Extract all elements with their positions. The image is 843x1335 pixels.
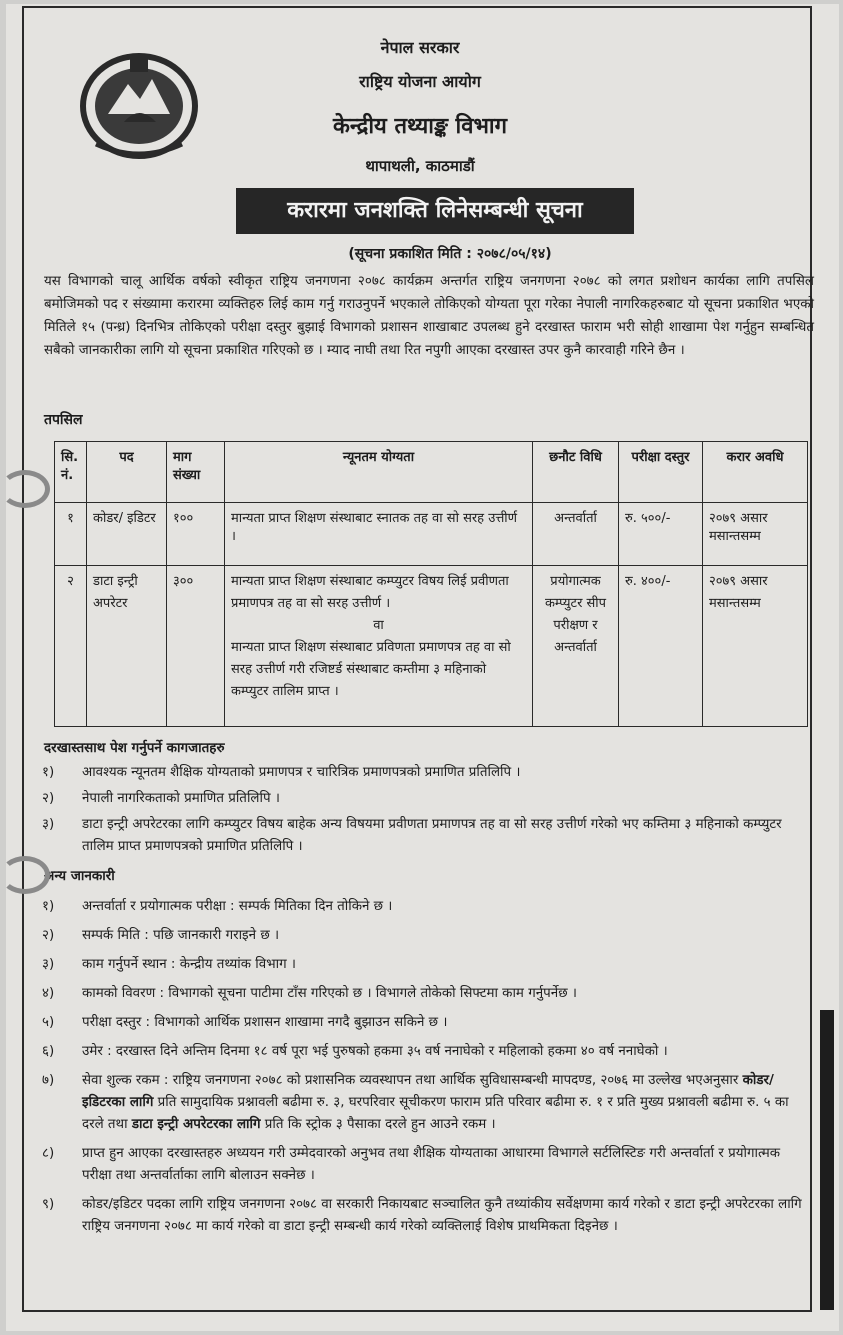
- qualification-or: वा: [373, 618, 384, 633]
- cell-post: डाटा इन्ट्री अपरेटर: [87, 566, 167, 727]
- list-item: [40, 788, 810, 810]
- qualification-alt: मान्यता प्राप्त शिक्षण संस्थाबाट प्रविणता प्रमाणपत्र तह वा सो सरह उत्तीर्ण गरी रजिष्टर्ड संस्थाबाट कम्तीमा ३ महिनाको कम्प्युटर तालिम प्राप्त ।: [231, 640, 511, 699]
- cell-fee: रु. ४००/-: [619, 566, 703, 727]
- col-header-qualification: न्यूनतम योग्यता: [225, 442, 533, 503]
- list-item: [40, 814, 810, 858]
- cell-sn: २: [55, 566, 87, 727]
- item-number: ५): [42, 1015, 55, 1030]
- item-number: ९): [42, 1197, 55, 1212]
- cell-duration: २०७९ असार मसान्तसम्म: [703, 503, 808, 566]
- list-item: [40, 954, 810, 976]
- col-header-fee: परीक्षा दस्तुर: [619, 442, 703, 503]
- item-text: प्राप्त हुन आएका दरखास्तहरु अध्ययन गरी उम्मेदवारको अनुभव तथा शैक्षिक योग्यताका आधारमा विभागले सर्टलिस्टिङ गरी अन्तर्वार्ता र प्रयोगात्मक परीक्षा तथा अन्तर्वार्ताका लागि बोलाउन सक्नेछ ।: [82, 1146, 781, 1183]
- header-line-address: थापाथली, काठमाडौं: [365, 157, 475, 175]
- other-info-heading: अन्य जानकारी: [44, 868, 115, 884]
- notice-title: करारमा जनशक्ति लिनेसम्बन्धी सूचना: [236, 188, 634, 234]
- item-text: कोडर/इडिटर पदका लागि राष्ट्रिय जनगणना २०७८ वा सरकारी निकायबाट सञ्चालित कुनै तथ्यांकीय सर्वेक्षणमा कार्य गरेको र डाटा इन्ट्री अपरेटरका लागि राष्ट्रिय जनगणना २०७८ मा कार्य गरेको वा डाटा इन्ट्री सम्बन्धी कार्य गरेको व्यक्तिलाई विशेष प्राथमिकता दिइनेछ ।: [82, 1197, 802, 1234]
- list-item: [40, 925, 810, 947]
- cell-count: ३००: [167, 566, 225, 727]
- list-item: [40, 1070, 810, 1136]
- item-text-a: सेवा शुल्क रकम : राष्ट्रिय जनगणना २०७८ को प्रशासनिक व्यवस्थापन तथा आर्थिक सुविधासम्बन्धी मापदण्ड, २०७६ मा उल्लेख भएअनुसार: [82, 1073, 743, 1088]
- header-line-department: केन्द्रीय तथ्याङ्क विभाग: [332, 114, 508, 139]
- tapasil-label: तपसिल: [44, 412, 83, 428]
- item-text: नेपाली नागरिकताको प्रमाणित प्रतिलिपि ।: [82, 791, 280, 806]
- cell-count: १००: [167, 503, 225, 566]
- item-number: २): [42, 791, 55, 806]
- other-info-list: [40, 896, 810, 1238]
- col-header-duration: करार अवधि: [703, 442, 808, 503]
- item-number: २): [42, 928, 55, 943]
- col-header-post: पद: [87, 442, 167, 503]
- col-header-method: छनौट विधि: [533, 442, 619, 503]
- item-number: ८): [42, 1146, 55, 1161]
- item-number: ७): [42, 1073, 55, 1088]
- item-number: १): [42, 765, 55, 780]
- table-row: [55, 503, 808, 566]
- item-text: डाटा इन्ट्री अपरेटरका लागि कम्प्युटर विषय बाहेक अन्य विषयमा प्रवीणता प्रमाणपत्र तह वा सो सरह उत्तीर्ण गरेको भए कम्तिमा ३ महिनाको कम्प्युटर तालिम प्राप्त प्रमाणपत्रको प्रमाणित प्रतिलिपि ।: [82, 817, 782, 854]
- item-text: कामको विवरण : विभागको सूचना पाटीमा टाँस गरिएको छ । विभागले तोकेको सिफ्टमा काम गर्नुपर्नेछ ।: [82, 986, 577, 1001]
- header-line-commission: राष्ट्रिय योजना आयोग: [359, 72, 481, 91]
- cell-duration: २०७९ असार मसान्तसम्म: [703, 566, 808, 727]
- table-header-row: [55, 442, 808, 503]
- documents-heading: दरखास्तसाथ पेश गर्नुपर्ने कागजातहरु: [44, 740, 225, 756]
- col-header-sn: सि. नं.: [55, 442, 87, 503]
- nepal-government-emblem: [78, 44, 200, 162]
- list-item: [40, 1012, 810, 1034]
- item-text-c: प्रति कि स्ट्रोक ३ पैसाका दरले हुन आउने रकम ।: [260, 1117, 496, 1132]
- item-number: १): [42, 899, 55, 914]
- qualification-text: मान्यता प्राप्त शिक्षण संस्थाबाट कम्प्युटर विषय लिई प्रवीणता प्रमाणपत्र तह वा सो सरह उत्तीर्ण ।: [231, 574, 509, 611]
- item-text: परीक्षा दस्तुर : विभागको आर्थिक प्रशासन शाखामा नगदै बुझाउन सकिने छ ।: [82, 1015, 448, 1030]
- list-item: [40, 1041, 810, 1063]
- item-text: आवश्यक न्यूनतम शैक्षिक योग्यताको प्रमाणपत्र र चारित्रिक प्रमाणपत्रको प्रमाणित प्रतिलिपि ।: [82, 765, 521, 780]
- item-text: सम्पर्क मिति : पछि जानकारी गराइने छ ।: [82, 928, 280, 943]
- list-item: [40, 762, 810, 784]
- cell-sn: १: [55, 503, 87, 566]
- item-number: ४): [42, 986, 55, 1001]
- cell-qualification: [225, 566, 533, 727]
- cell-method: प्रयोगात्मक कम्प्युटर सीप परीक्षण र अन्तर्वार्ता: [533, 566, 619, 727]
- publish-date: (सूचना प्रकाशित मिति : २०७८/०५/१४): [348, 246, 552, 262]
- table-row: [55, 566, 808, 727]
- item-number: ३): [42, 957, 55, 972]
- item-text: अन्तर्वार्ता र प्रयोगात्मक परीक्षा : सम्पर्क मितिका दिन तोकिने छ ।: [82, 899, 393, 914]
- col-header-count: माग संख्या: [167, 442, 225, 503]
- qualification-text: मान्यता प्राप्त शिक्षण संस्थाबाट स्नातक तह वा सो सरह उत्तीर्ण ।: [231, 511, 518, 544]
- item-bold-b: डाटा इन्ट्री अपरेटरका लागि: [131, 1117, 261, 1132]
- item-text-b: प्रति सामुदायिक प्रश्नावली बढीमा रु. ३, घरपरिवार सूचीकरण फाराम प्रति परिवार बढीमा रु. १ र प्रति मुख्य प्रश्नावली बढीमा रु. ५ का दरले तथा: [82, 1095, 789, 1132]
- binder-ring-bottom: [0, 856, 50, 894]
- vacancy-table: [54, 441, 808, 727]
- list-item: [40, 896, 810, 918]
- item-number: ६): [42, 1044, 55, 1059]
- cell-qualification: [225, 503, 533, 566]
- item-number: ३): [42, 817, 55, 832]
- intro-paragraph: यस विभागको चालू आर्थिक वर्षको स्वीकृत राष्ट्रिय जनगणना २०७८ कार्यक्रम अन्तर्गत राष्ट्रिय जनगणना २०७८ को लगत प्रशोधन कार्यका लागि तपसिल बमोजिमको पद र संख्यामा करारमा व्यक्तिहरु लिई काम गर्नु गराउनुपर्ने भएकाले तोकिएको योग्यता पूरा गरेका नेपाली नागरिकहरुबाट यो सूचना प्रकाशित भएको मितिले १५ (पन्ध्र) दिनभित्र तोकिएको परीक्षा दस्तुर बुझाई विभागको प्रशासन शाखाबाट उपलब्ध हुने दरखास्त फाराम भरी सोही शाखामा पेश गर्नुहुन सम्बन्धित सबैको जानकारीका लागि यो सूचना प्रकाशित गरिएको छ । म्याद नाघी तथा रित नपुगी आएका दरखास्त उपर कुनै कारवाही गरिने छैन ।: [44, 274, 814, 358]
- binder-ring-top: [0, 470, 50, 508]
- item-bold-a: कोडर/ इडिटरका लागि: [82, 1073, 774, 1110]
- list-item: [40, 1194, 810, 1238]
- documents-list: [40, 762, 810, 858]
- page-edge-shadow: [820, 1010, 834, 1310]
- cell-fee: रु. ५००/-: [619, 503, 703, 566]
- list-item: [40, 1143, 810, 1187]
- item-text: काम गर्नुपर्ने स्थान : केन्द्रीय तथ्यांक विभाग ।: [82, 957, 296, 972]
- item-text: उमेर : दरखास्त दिने अन्तिम दिनमा १८ वर्ष पूरा भई पुरुषको हकमा ३५ वर्ष ननाघेको र महिलाको हकमा ४० वर्ष ननाघेको ।: [82, 1044, 668, 1059]
- cell-method: अन्तर्वार्ता: [533, 503, 619, 566]
- cell-post: कोडर/ इडिटर: [87, 503, 167, 566]
- header-line-government: नेपाल सरकार: [380, 38, 460, 57]
- list-item: [40, 983, 810, 1005]
